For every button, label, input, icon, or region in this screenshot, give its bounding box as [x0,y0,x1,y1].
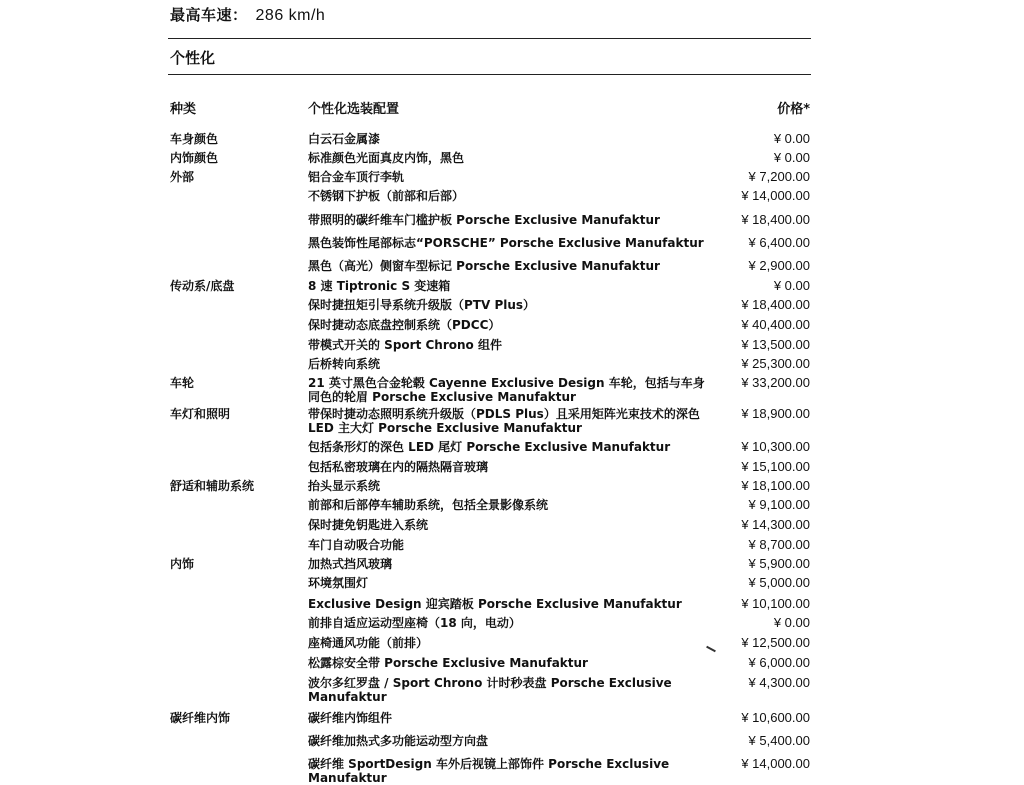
row-option: 环境氛围灯 [308,576,369,590]
row-option: 黑色装饰性尾部标志“PORSCHE” Porsche Exclusive Manufaktur [308,236,704,250]
row-price: ¥ 25,300.00 [741,356,810,371]
row-price: ¥ 14,300.00 [741,517,810,532]
row-option: 松露棕安全带 Porsche Exclusive Manufaktur [308,656,588,670]
row-option: Exclusive Design 迎宾踏板 Porsche Exclusive Manufaktur [308,597,682,611]
row-price: ¥ 0.00 [773,278,810,293]
row-option: 前部和后部停车辅助系统，包括全景影像系统 [308,498,549,512]
row-category: 内饰 [170,557,195,571]
row-option: 21 英寸黑色合金轮毂 Cayenne Exclusive Design 车轮，包括与车身同色的轮眉 Porsche Exclusive Manufaktur [308,376,705,404]
row-option: 包括私密玻璃在内的隔热隔音玻璃 [308,460,489,474]
row-category: 外部 [170,170,195,184]
row-price: ¥ 0.00 [773,150,810,165]
row-price: ¥ 12,500.00 [741,635,810,650]
row-price: ¥ 14,000.00 [741,188,810,203]
row-option: 保时捷动态底盘控制系统（PDCC） [308,318,501,332]
row-option: 8 速 Tiptronic S 变速箱 [308,279,451,293]
row-price: ¥ 10,600.00 [741,710,810,725]
column-header-category: 种类 [170,102,197,117]
row-category: 舒适和辅助系统 [170,479,255,493]
row-option: 前排自适应运动型座椅（18 向，电动） [308,616,521,630]
row-price: ¥ 8,700.00 [748,537,810,552]
row-option: 抬头显示系统 [308,479,381,493]
row-category: 车身颜色 [170,132,219,146]
row-option: 不锈钢下护板（前部和后部） [308,189,465,203]
row-price: ¥ 5,000.00 [748,575,810,590]
row-price: ¥ 9,100.00 [748,497,810,512]
column-header-price: 价格* [777,102,810,117]
row-category: 车轮 [170,376,195,390]
row-price: ¥ 10,300.00 [741,439,810,454]
row-option: 带模式开关的 Sport Chrono 组件 [308,338,502,352]
row-price: ¥ 7,200.00 [748,169,810,184]
row-price: ¥ 6,000.00 [748,655,810,670]
row-price: ¥ 18,400.00 [741,297,810,312]
row-price: ¥ 4,300.00 [748,675,810,690]
row-category: 内饰颜色 [170,151,219,165]
section-title: 个性化 [170,49,216,67]
top-speed-line [170,4,325,25]
row-price: ¥ 0.00 [773,615,810,630]
divider-top [168,38,811,39]
row-option: 碳纤维内饰组件 [308,711,393,725]
row-price: ¥ 15,100.00 [741,459,810,474]
divider-section [168,74,811,75]
row-option: 波尔多红罗盘 / Sport Chrono 计时秒表盘 Porsche Exclusive Manufaktur [308,676,672,704]
row-category: 车灯和照明 [170,407,231,421]
row-price: ¥ 18,400.00 [741,212,810,227]
row-price: ¥ 6,400.00 [748,235,810,250]
row-price: ¥ 5,900.00 [748,556,810,571]
row-price: ¥ 14,000.00 [741,756,810,771]
row-price: ¥ 10,100.00 [741,596,810,611]
row-option: 保时捷扭矩引导系统升级版（PTV Plus） [308,298,536,312]
row-option: 碳纤维 SportDesign 车外后视镜上部饰件 Porsche Exclusive Manufaktur [308,757,670,785]
row-option: 座椅通风功能（前排） [308,636,429,650]
row-option: 带照明的碳纤维车门槛护板 Porsche Exclusive Manufaktur [308,213,660,227]
row-price: ¥ 40,400.00 [741,317,810,332]
row-option: 黑色（高光）侧窗车型标记 Porsche Exclusive Manufaktur [308,259,660,273]
row-option: 后桥转向系统 [308,357,381,371]
top-speed-label: 最高车速： [170,6,248,24]
row-option: 碳纤维加热式多功能运动型方向盘 [308,734,489,748]
row-price: ¥ 33,200.00 [741,375,810,390]
row-category: 碳纤维内饰 [170,711,231,725]
row-category: 传动系/底盘 [170,279,235,293]
row-option: 标准颜色光面真皮内饰，黑色 [308,151,465,165]
row-option: 铝合金车顶行李轨 [308,170,405,184]
row-price: ¥ 5,400.00 [748,733,810,748]
row-option: 车门自动吸合功能 [308,538,405,552]
row-option: 白云石金属漆 [308,132,381,146]
top-speed-value: 286 km/h [255,7,326,24]
row-option: 带保时捷动态照明系统升级版（PDLS Plus）且采用矩阵光束技术的深色 LED 主大灯 Porsche Exclusive Manufaktur [308,407,700,435]
row-price: ¥ 18,900.00 [741,406,810,421]
row-option: 加热式挡风玻璃 [308,557,393,571]
row-option: 保时捷免钥匙进入系统 [308,518,429,532]
row-price: ¥ 13,500.00 [741,337,810,352]
row-price: ¥ 2,900.00 [748,258,810,273]
row-price: ¥ 0.00 [773,131,810,146]
row-price: ¥ 18,100.00 [741,478,810,493]
column-header-option: 个性化选装配置 [308,102,400,117]
row-option: 包括条形灯的深色 LED 尾灯 Porsche Exclusive Manufaktur [308,440,671,454]
